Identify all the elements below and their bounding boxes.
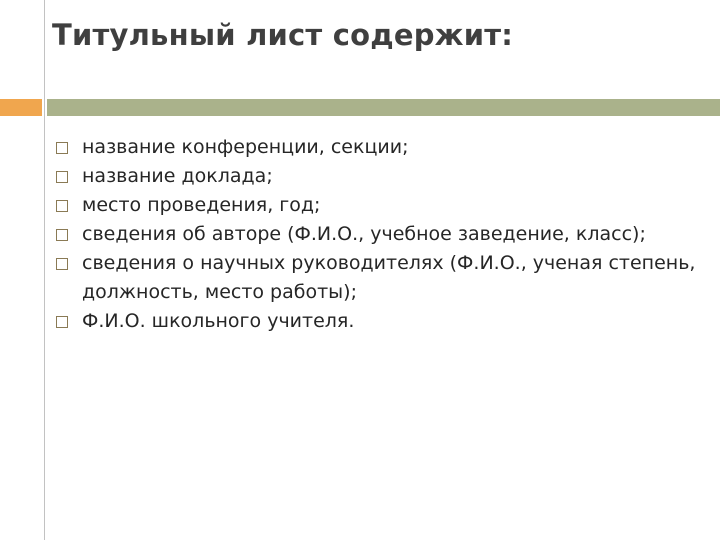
square-outline-icon: [56, 142, 68, 154]
bullet-item: [56, 249, 696, 307]
square-outline-icon: [56, 171, 68, 183]
slide-title: Титульный лист содержит:: [52, 18, 514, 52]
bullet-item: [56, 133, 696, 162]
bullet-text: сведения о научных руководителях (Ф.И.О., ученая степень, должность, место работы);: [82, 252, 696, 303]
bullet-list: [56, 133, 696, 336]
bullet-item: [56, 191, 696, 220]
bullet-text: название доклада;: [82, 165, 273, 187]
accent-bar-orange: [0, 99, 42, 116]
square-outline-icon: [56, 258, 68, 270]
bullet-text: место проведения, год;: [82, 194, 321, 216]
vertical-divider: [44, 0, 45, 540]
bullet-text: название конференции, секции;: [82, 136, 409, 158]
bullet-item: [56, 162, 696, 191]
bullet-text: сведения об авторе (Ф.И.О., учебное заведение, класс);: [82, 223, 646, 245]
accent-bar-green: [47, 99, 720, 116]
bullet-text: Ф.И.О. школьного учителя.: [82, 310, 355, 332]
bullet-item: [56, 307, 696, 336]
square-outline-icon: [56, 229, 68, 241]
square-outline-icon: [56, 316, 68, 328]
bullet-item: [56, 220, 696, 249]
square-outline-icon: [56, 200, 68, 212]
